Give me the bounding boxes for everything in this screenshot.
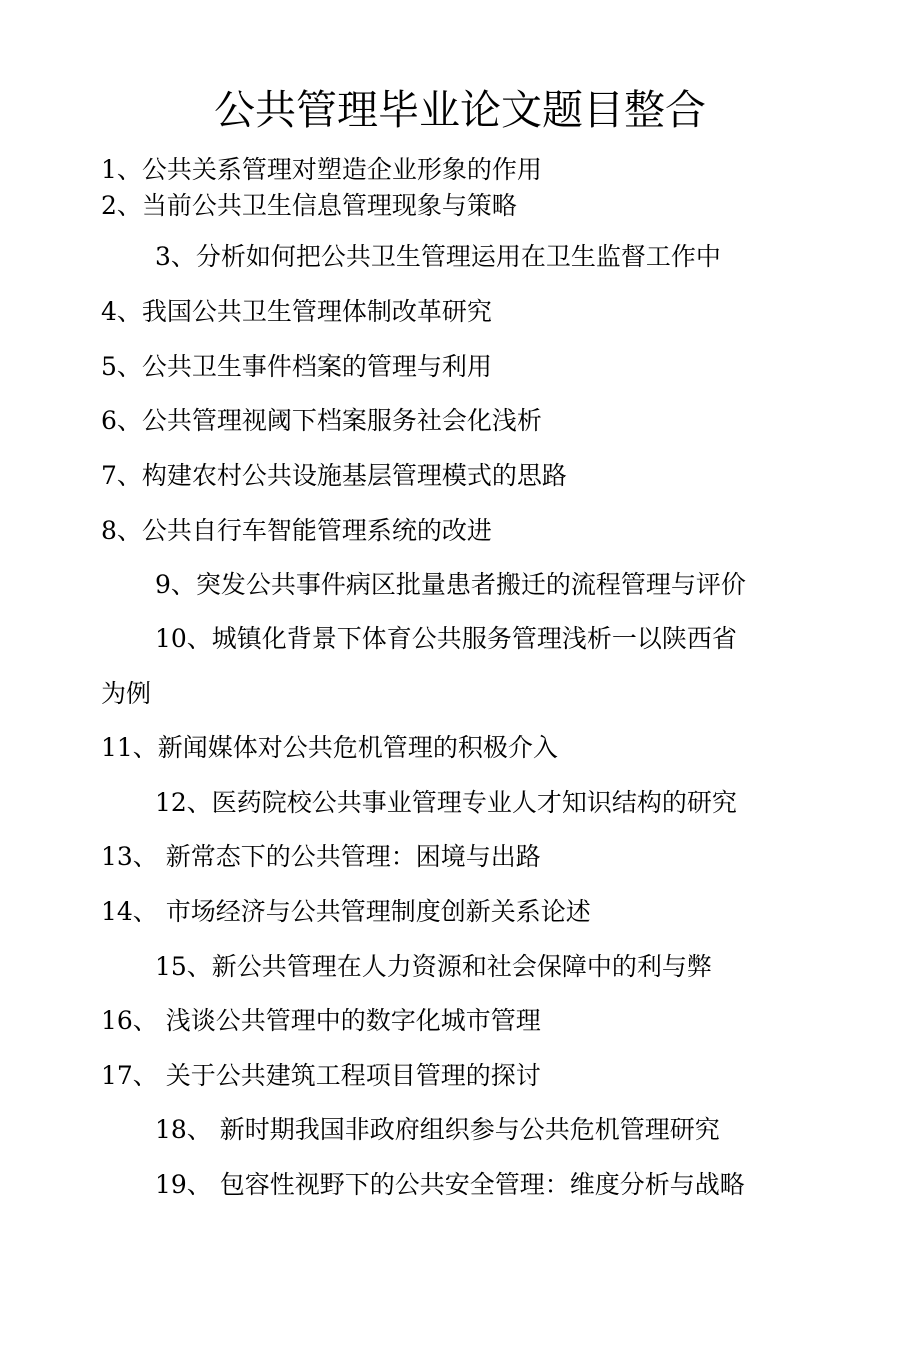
list-item: 13、 新常态下的公共管理：困境与出路 — [101, 842, 541, 871]
list-item: 3、分析如何把公共卫生管理运用在卫生监督工作中 — [155, 242, 721, 271]
list-item: 19、 包容性视野下的公共安全管理：维度分析与战略 — [155, 1170, 745, 1199]
list-item: 4、我国公共卫生管理体制改革研究 — [101, 297, 492, 326]
list-item: 5、公共卫生事件档案的管理与利用 — [101, 352, 492, 381]
list-item: 11、新闻媒体对公共危机管理的积极介入 — [101, 733, 558, 762]
list-item: 16、 浅谈公共管理中的数字化城市管理 — [101, 1006, 541, 1035]
list-item: 15、新公共管理在人力资源和社会保障中的利与弊 — [155, 952, 712, 981]
list-item: 18、 新时期我国非政府组织参与公共危机管理研究 — [155, 1115, 720, 1144]
list-item: 6、公共管理视阈下档案服务社会化浅析 — [101, 406, 542, 435]
list-item: 7、构建农村公共设施基层管理模式的思路 — [101, 461, 567, 490]
list-item: 10、城镇化背景下体育公共服务管理浅析一以陕西省 — [155, 624, 737, 653]
list-item: 1、公共关系管理对塑造企业形象的作用 — [101, 155, 542, 184]
list-item: 2、当前公共卫生信息管理现象与策略 — [101, 191, 517, 220]
list-item: 9、突发公共事件病区批量患者搬迁的流程管理与评价 — [155, 570, 746, 599]
list-item: 14、 市场经济与公共管理制度创新关系论述 — [101, 897, 591, 926]
document-title: 公共管理毕业论文题目整合 — [214, 86, 706, 134]
list-item: 12、医药院校公共事业管理专业人才知识结构的研究 — [155, 788, 737, 817]
list-item: 17、 关于公共建筑工程项目管理的探讨 — [101, 1061, 541, 1090]
list-item: 8、公共自行车智能管理系统的改进 — [101, 516, 492, 545]
list-item-continuation: 为例 — [101, 679, 152, 708]
